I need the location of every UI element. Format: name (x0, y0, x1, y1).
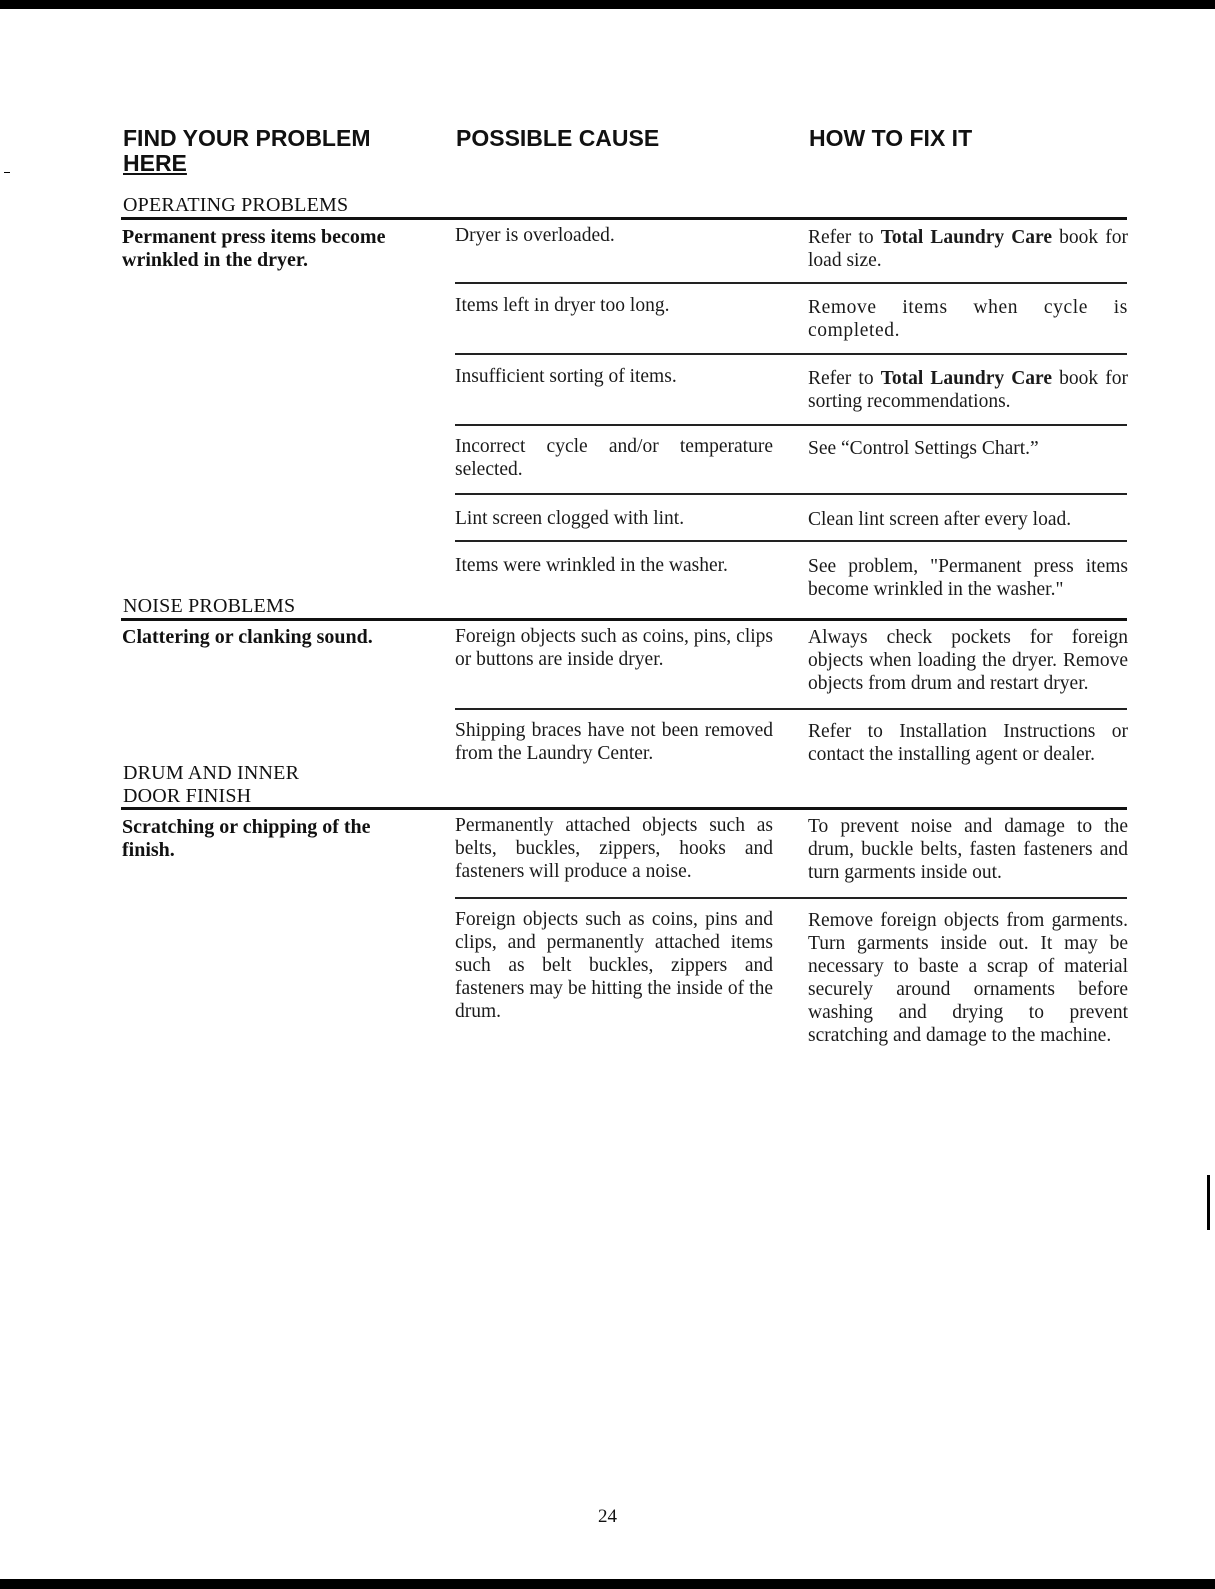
cause-cell: Incorrect cycle and/or temperature selected. (455, 436, 773, 480)
row-divider (455, 424, 1127, 426)
header-possible-cause: POSSIBLE CAUSE (456, 125, 660, 151)
cause-cell: Items left in dryer too long. (455, 295, 670, 316)
fix-cell: Refer to Total Laundry Care book for sorting recommendations. (808, 368, 1128, 412)
fix-cell: Clean lint screen after every load. (808, 509, 1072, 530)
section-rule (121, 217, 1127, 220)
cause-cell: Foreign objects such as coins, pins and clips, and permanently attached items such as belt buckles, zippers and fasteners may be hitting the inside of the drum. (455, 909, 773, 1022)
fix-cell: See problem, "Permanent press items become wrinkled in the washer." (808, 556, 1128, 600)
cause-cell: Items were wrinkled in the washer. (455, 555, 728, 576)
row-divider (455, 540, 1127, 542)
row-divider (455, 708, 1127, 710)
section-title-drum-door-finish: DRUM AND INNER DOOR FINISH (123, 762, 300, 807)
fix-cell: Remove foreign objects from garments. Turn garments inside out. It may be necessary to baste a scrap of material securely around ornaments before washing and drying to prevent scratching and damage to the machine. (808, 910, 1128, 1046)
cause-cell: Shipping braces have not been removed from the Laundry Center. (455, 720, 773, 764)
cause-cell: Dryer is overloaded. (455, 225, 615, 246)
fix-cell: See “Control Settings Chart.” (808, 438, 1039, 459)
fix-cell: Refer to Installation Instructions or contact the installing agent or dealer. (808, 721, 1128, 765)
fix-cell: Remove items when cycle is completed. (808, 297, 1128, 341)
scan-bottom-border (0, 1579, 1215, 1589)
fix-cell: Always check pockets for foreign objects when loading the dryer. Remove objects from drum and restart dryer. (808, 627, 1128, 694)
scan-top-border (0, 0, 1215, 9)
section-rule (121, 807, 1127, 810)
scan-edge-mark (4, 172, 10, 173)
problem-permanent-press-wrinkled: Permanent press items become wrinkled in the dryer. (122, 226, 386, 271)
fix-cell: To prevent noise and damage to the drum, buckle belts, fasten fasteners and turn garments inside out. (808, 816, 1128, 883)
cause-cell: Insufficient sorting of items. (455, 366, 677, 387)
section-rule (121, 618, 1127, 621)
page-number: 24 (598, 1506, 617, 1527)
problem-scratching-chipping: Scratching or chipping of the finish. (122, 816, 371, 861)
cause-cell: Foreign objects such as coins, pins, clips or buttons are inside dryer. (455, 626, 773, 670)
header-how-to-fix-it: HOW TO FIX IT (809, 125, 973, 151)
cause-cell: Lint screen clogged with lint. (455, 508, 685, 529)
row-divider (455, 897, 1127, 899)
problem-clattering-clanking: Clattering or clanking sound. (122, 626, 373, 648)
fix-cell: Refer to Total Laundry Care book for load size. (808, 227, 1128, 271)
scan-edge-mark-right (1207, 1175, 1210, 1230)
section-title-operating-problems: OPERATING PROBLEMS (123, 194, 349, 216)
row-divider (455, 493, 1127, 495)
row-divider (455, 353, 1127, 355)
header-find-your-problem: FIND YOUR PROBLEM HERE (123, 125, 371, 176)
row-divider (455, 282, 1127, 284)
cause-cell: Permanently attached objects such as belts, buckles, zippers, hooks and fasteners will produce a noise. (455, 815, 773, 882)
section-title-noise-problems: NOISE PROBLEMS (123, 595, 296, 617)
